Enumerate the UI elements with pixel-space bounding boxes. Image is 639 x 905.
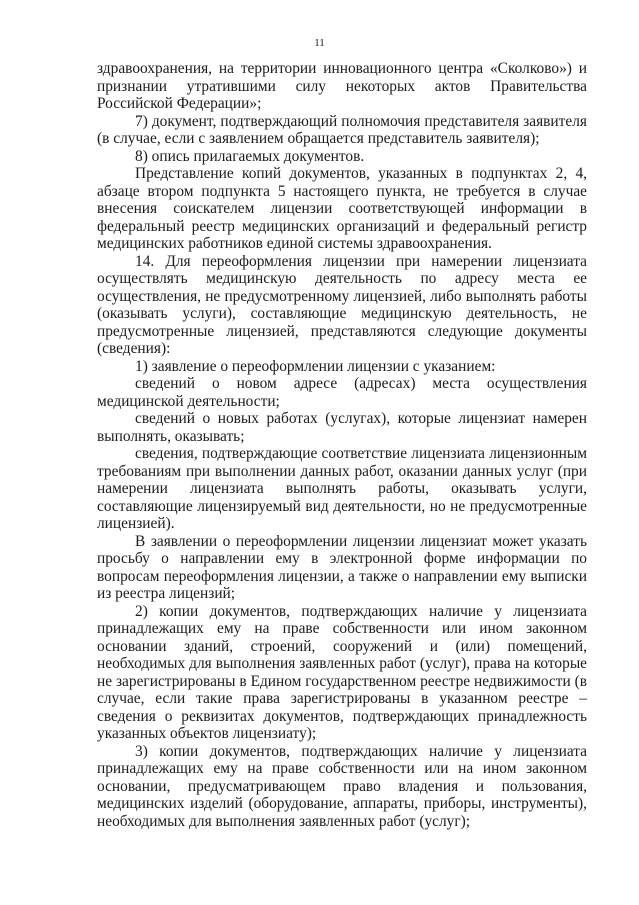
paragraph: сведений о новом адресе (адресах) места осуществления медицинской деятельности;	[97, 375, 587, 410]
paragraph: 7) документ, подтверждающий полномочия представителя заявителя (в случае, если с заявлением обращается представитель заявителя);	[97, 112, 587, 147]
page-number: 11	[314, 37, 325, 49]
document-body	[97, 60, 587, 830]
paragraph: 3) копии документов, подтверждающих наличие у лицензиата принадлежащих ему на праве собственности или на ином законном основании, предусматривающем право владения и пользования, медицинских изделий (оборудование, аппараты, приборы, инструменты), необходимых для выполнения заявленных работ (услуг);	[97, 742, 587, 830]
paragraph: Представление копий документов, указанных в подпунктах 2, 4, абзаце втором подпункта 5 настоящего пункта, не требуется в случае внесения соискателем лицензии соответствующей информации в федеральный реестр медицинских организаций и федеральный регистр медицинских работников единой системы здравоохранения.	[97, 165, 587, 252]
paragraph: сведений о новых работах (услугах), которые лицензиат намерен выполнять, оказывать;	[97, 410, 587, 445]
paragraph: В заявлении о переоформлении лицензии лицензиат может указать просьбу о направлении ему в электронной форме информации по вопросам переоформления лицензии, а также о направлении ему выписки из реестра лицензий;	[97, 532, 587, 602]
paragraph: здравоохранения, на территории инновационного центра «Сколково») и признании утратившими силу некоторых актов Правительства Российской Федерации»;	[97, 60, 587, 112]
paragraph: 14. Для переоформления лицензии при намерении лицензиата осуществлять медицинскую деятельность по адресу места ее осуществления, не предусмотренному лицензией, либо выполнять работы (оказывать услуги), составляющие медицинскую деятельность, не предусмотренные лицензией, представляются следующие документы (сведения):	[97, 252, 587, 357]
paragraph: сведения, подтверждающие соответствие лицензиата лицензионным требованиям при выполнении данных работ, оказании данных услуг (при намерении лицензиата выполнять работы, оказывать услуги, составляющие лицензируемый вид деятельности, но не предусмотренные лицензией).	[97, 445, 587, 532]
paragraph: 1) заявление о переоформлении лицензии с указанием:	[135, 357, 496, 375]
paragraph: 8) опись прилагаемых документов.	[135, 147, 365, 165]
paragraph: 2) копии документов, подтверждающих наличие у лицензиата принадлежащих ему на праве собственности или ином законном основании зданий, строений, сооружений и (или) помещений, необходимых для выполнения заявленных работ (услуг), права на которые не зарегистрированы в Едином государственном реестре недвижимости (в случае, если такие права зарегистрированы в указанном реестре – сведения о реквизитах документов, подтверждающих принадлежность указанных объектов лицензиату);	[97, 602, 587, 742]
